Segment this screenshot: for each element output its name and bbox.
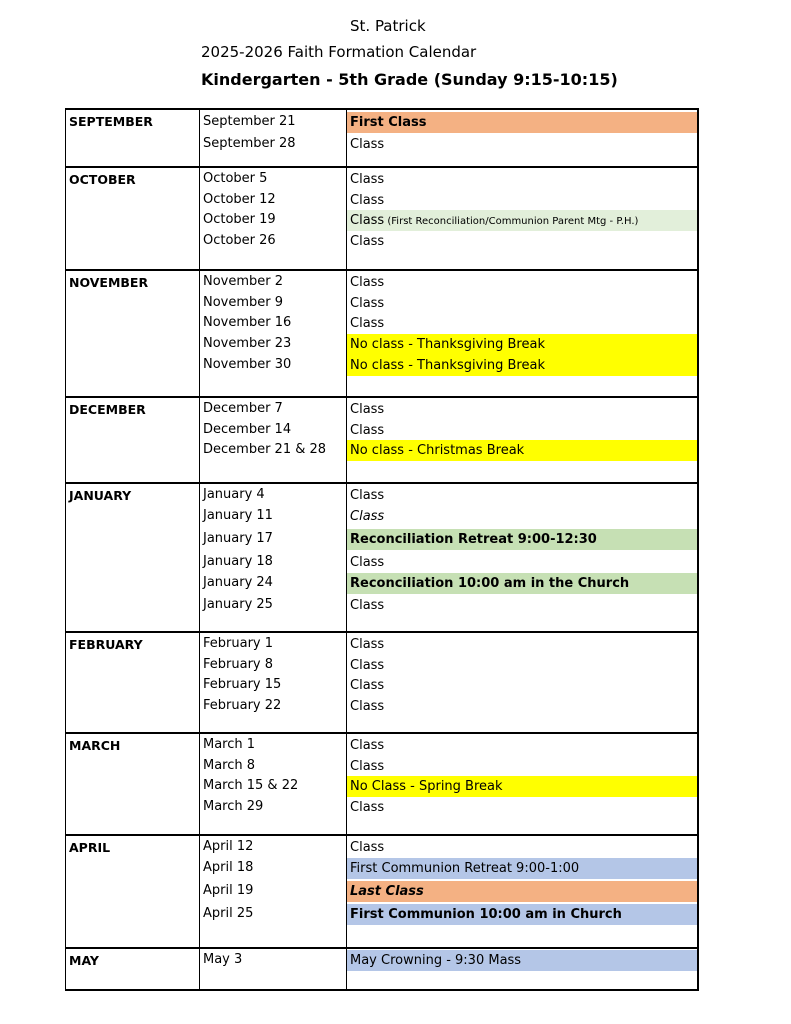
row-date: January 25	[203, 597, 273, 612]
row-date: April 19	[203, 883, 254, 898]
row-date: December 21 & 28	[203, 442, 327, 457]
row-date: December 14	[203, 422, 292, 437]
row-event	[347, 485, 697, 506]
calendar-row	[66, 675, 697, 696]
row-event	[347, 552, 697, 573]
row-event	[347, 134, 697, 155]
row-date: November 2	[203, 274, 284, 289]
month-name: MAY	[69, 953, 99, 968]
row-date: January 11	[203, 508, 273, 523]
event-text: Reconciliation Retreat 9:00-12:30	[350, 532, 597, 547]
row-date: February 15	[203, 677, 282, 692]
row-event	[347, 210, 697, 231]
month-block-january	[66, 484, 697, 633]
row-event	[347, 313, 697, 334]
calendar-row	[66, 134, 697, 155]
row-event	[347, 169, 697, 190]
calendar-row	[66, 313, 697, 334]
row-date: January 4	[203, 487, 265, 502]
row-date: September 21	[203, 114, 296, 129]
row-event	[347, 735, 697, 756]
calendar-row	[66, 797, 697, 818]
event-text: Class	[350, 840, 385, 855]
event-text: No class - Thanksgiving Break	[350, 337, 545, 352]
calendar-row	[66, 420, 697, 441]
row-event	[347, 950, 697, 971]
calendar-row	[66, 112, 697, 133]
parish-name: St. Patrick	[350, 17, 426, 35]
row-date: October 26	[203, 233, 276, 248]
month-block-february	[66, 633, 697, 734]
row-date: November 30	[203, 357, 292, 372]
event-text: First Communion 10:00 am in Church	[350, 907, 622, 922]
calendar-row	[66, 355, 697, 376]
calendar-row	[66, 190, 697, 211]
row-date: October 5	[203, 171, 268, 186]
row-date: February 8	[203, 657, 274, 672]
row-date: January 18	[203, 554, 273, 569]
event-text: Class	[350, 275, 385, 290]
calendar-row	[66, 904, 697, 925]
event-text: Class	[350, 800, 385, 815]
calendar-table	[65, 108, 699, 991]
row-event	[347, 696, 697, 717]
row-date: September 28	[203, 136, 296, 151]
month-block-september	[66, 110, 697, 168]
calendar-row	[66, 169, 697, 190]
event-text: Class	[350, 193, 385, 208]
row-event	[347, 112, 697, 133]
row-event	[347, 881, 697, 902]
row-event	[347, 904, 697, 925]
row-event	[347, 634, 697, 655]
calendar-row	[66, 756, 697, 777]
event-text: Class	[350, 637, 385, 652]
row-event	[347, 595, 697, 616]
row-event	[347, 529, 697, 550]
calendar-row	[66, 293, 697, 314]
event-text: Class	[350, 296, 385, 311]
event-text: Class	[350, 423, 385, 438]
row-event	[347, 231, 697, 252]
calendar-row	[66, 231, 697, 252]
row-event	[347, 756, 697, 777]
month-block-may	[66, 949, 697, 991]
month-name: SEPTEMBER	[69, 114, 153, 129]
event-text: Class	[350, 488, 385, 503]
event-text: No Class - Spring Break	[350, 779, 503, 794]
row-event	[347, 399, 697, 420]
month-name: APRIL	[69, 840, 111, 855]
calendar-row	[66, 655, 697, 676]
row-event	[347, 655, 697, 676]
calendar-row	[66, 881, 697, 902]
row-event	[347, 293, 697, 314]
row-date: December 7	[203, 401, 283, 416]
month-name: DECEMBER	[69, 402, 146, 417]
event-text: Class	[350, 234, 385, 249]
grade-schedule: Kindergarten - 5th Grade (Sunday 9:15-10:15)	[201, 70, 618, 89]
row-date: November 9	[203, 295, 284, 310]
event-text: Class	[350, 213, 385, 228]
event-text: Class	[350, 555, 385, 570]
event-text: Class	[350, 598, 385, 613]
calendar-row	[66, 506, 697, 527]
row-event	[347, 776, 697, 797]
row-date: March 29	[203, 799, 264, 814]
calendar-row	[66, 210, 697, 231]
row-date: April 12	[203, 839, 254, 854]
month-name: MARCH	[69, 738, 121, 753]
calendar-row	[66, 334, 697, 355]
row-event	[347, 506, 697, 527]
row-event	[347, 355, 697, 376]
event-text: No class - Thanksgiving Break	[350, 358, 545, 373]
month-name: JANUARY	[69, 488, 132, 503]
calendar-title: 2025-2026 Faith Formation Calendar	[201, 43, 477, 61]
event-note: (First Reconciliation/Communion Parent Mtg - P.H.)	[384, 216, 639, 227]
calendar-row	[66, 837, 697, 858]
row-date: January 17	[203, 531, 273, 546]
event-text: Class	[350, 738, 385, 753]
row-date: November 16	[203, 315, 292, 330]
calendar-row	[66, 529, 697, 550]
row-event	[347, 440, 697, 461]
row-date: February 1	[203, 636, 274, 651]
event-text: Reconciliation 10:00 am in the Church	[350, 576, 630, 591]
event-text: Class	[350, 509, 385, 524]
row-event	[347, 797, 697, 818]
event-text: First Communion Retreat 9:00-1:00	[350, 861, 580, 876]
month-block-october	[66, 168, 697, 271]
row-date: March 1	[203, 737, 256, 752]
row-date: January 24	[203, 575, 273, 590]
calendar-row	[66, 552, 697, 573]
month-name: FEBRUARY	[69, 637, 143, 652]
month-name: NOVEMBER	[69, 275, 149, 290]
month-block-march	[66, 734, 697, 836]
row-date: October 12	[203, 192, 276, 207]
event-text: Class	[350, 137, 385, 152]
calendar-row	[66, 735, 697, 756]
event-text: Class	[350, 316, 385, 331]
row-event	[347, 334, 697, 355]
calendar-row	[66, 440, 697, 461]
month-name: OCTOBER	[69, 172, 136, 187]
event-text: First Class	[350, 115, 427, 130]
event-text: Class	[350, 678, 385, 693]
calendar-row	[66, 595, 697, 616]
event-text: Last Class	[350, 884, 424, 899]
calendar-row	[66, 399, 697, 420]
row-date: March 8	[203, 758, 256, 773]
month-block-december	[66, 398, 697, 484]
row-date: April 25	[203, 906, 254, 921]
event-text: Class	[350, 699, 385, 714]
event-text: Class	[350, 759, 385, 774]
calendar-row	[66, 573, 697, 594]
calendar-row	[66, 950, 697, 971]
row-date: March 15 & 22	[203, 778, 299, 793]
calendar-row	[66, 696, 697, 717]
event-text: No class - Christmas Break	[350, 443, 525, 458]
row-event	[347, 675, 697, 696]
row-date: May 3	[203, 952, 243, 967]
event-text: Class	[350, 172, 385, 187]
calendar-row	[66, 776, 697, 797]
row-event	[347, 573, 697, 594]
event-text: May Crowning - 9:30 Mass	[350, 953, 522, 968]
event-text: Class	[350, 402, 385, 417]
event-text: Class	[350, 658, 385, 673]
row-date: February 22	[203, 698, 282, 713]
calendar-row	[66, 858, 697, 879]
row-event	[347, 272, 697, 293]
row-event	[347, 837, 697, 858]
row-date: November 23	[203, 336, 292, 351]
calendar-row	[66, 272, 697, 293]
row-event	[347, 420, 697, 441]
row-event	[347, 190, 697, 211]
month-block-november	[66, 271, 697, 398]
calendar-row	[66, 485, 697, 506]
month-block-april	[66, 836, 697, 949]
calendar-row	[66, 634, 697, 655]
row-date: April 18	[203, 860, 254, 875]
row-date: October 19	[203, 212, 276, 227]
row-event	[347, 858, 697, 879]
